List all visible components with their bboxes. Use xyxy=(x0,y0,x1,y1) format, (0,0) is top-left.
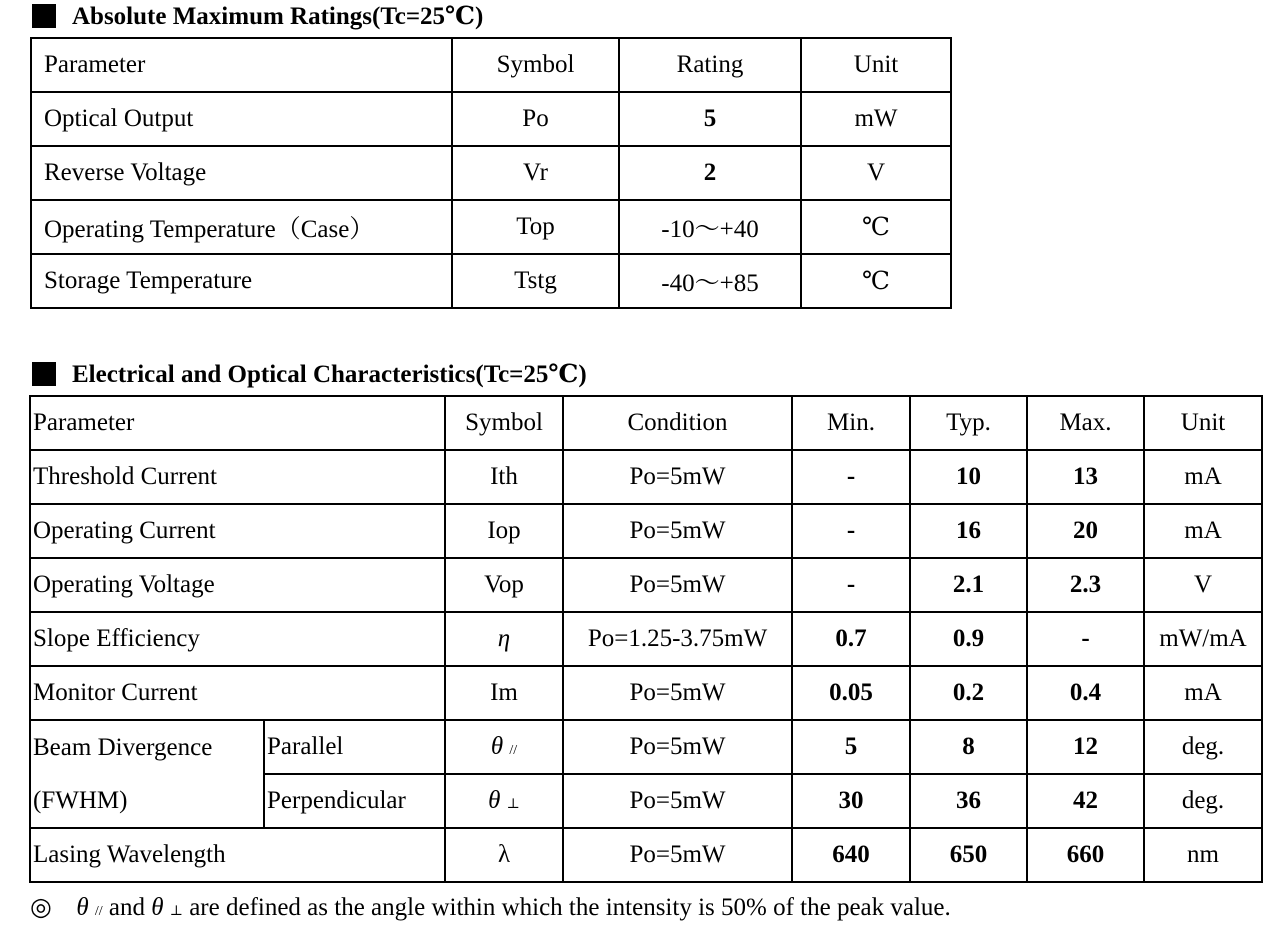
cell-typ: 8 xyxy=(910,720,1027,774)
cell-min: 5 xyxy=(792,720,910,774)
cell-parameter: Slope Efficiency xyxy=(30,612,445,666)
cell-max: 12 xyxy=(1027,720,1144,774)
cell-min: 640 xyxy=(792,828,910,882)
header-symbol: Symbol xyxy=(452,38,619,92)
cell-min: - xyxy=(792,504,910,558)
cell-min: - xyxy=(792,558,910,612)
cell-beam-perpendicular-label: Perpendicular xyxy=(264,774,445,828)
cell-symbol: Im xyxy=(445,666,563,720)
theta-symbol: θ xyxy=(151,894,164,921)
cell-max: - xyxy=(1027,612,1144,666)
cell-parameter: Reverse Voltage xyxy=(31,146,452,200)
cell-rating: -40～+85 xyxy=(619,254,801,308)
cell-parameter: Lasing Wavelength xyxy=(30,828,445,882)
section-1-heading xyxy=(32,0,483,32)
cell-unit: mW/mA xyxy=(1144,612,1262,666)
cell-unit: deg. xyxy=(1144,720,1262,774)
black-square-icon xyxy=(32,4,56,28)
header-min: Min. xyxy=(792,396,910,450)
cell-condition: Po=5mW xyxy=(563,666,792,720)
table-row xyxy=(31,254,951,308)
absolute-maximum-ratings-table xyxy=(30,37,952,309)
cell-unit: nm xyxy=(1144,828,1262,882)
cell-typ: 16 xyxy=(910,504,1027,558)
section-1-title: Absolute Maximum Ratings(Tc=25℃) xyxy=(72,3,484,30)
table-row xyxy=(31,200,951,254)
cell-max: 20 xyxy=(1027,504,1144,558)
cell-min: - xyxy=(792,450,910,504)
header-parameter: Parameter xyxy=(31,38,452,92)
cell-max: 13 xyxy=(1027,450,1144,504)
table-row xyxy=(31,146,951,200)
perpendicular-subscript: ⊥ xyxy=(506,797,520,812)
cell-typ: 36 xyxy=(910,774,1027,828)
cell-symbol: Vop xyxy=(445,558,563,612)
cell-condition: Po=1.25-3.75mW xyxy=(563,612,792,666)
cell-rating: 5 xyxy=(619,92,801,146)
table-row xyxy=(30,450,1262,504)
cell-parameter: Operating Voltage xyxy=(30,558,445,612)
cell-parameter: Monitor Current xyxy=(30,666,445,720)
cell-symbol: η xyxy=(445,612,563,666)
header-condition: Condition xyxy=(563,396,792,450)
header-rating: Rating xyxy=(619,38,801,92)
table-row xyxy=(30,612,1262,666)
cell-max: 660 xyxy=(1027,828,1144,882)
cell-unit: ℃ xyxy=(801,200,951,254)
parallel-subscript: // xyxy=(94,904,103,919)
table-header-row xyxy=(30,396,1262,450)
header-unit: Unit xyxy=(1144,396,1262,450)
footnote xyxy=(30,892,951,922)
header-typ: Typ. xyxy=(910,396,1027,450)
cell-rating: 2 xyxy=(619,146,801,200)
cell-unit: ℃ xyxy=(801,254,951,308)
cell-condition: Po=5mW xyxy=(563,774,792,828)
cell-unit: mW xyxy=(801,92,951,146)
cell-beam-label-line2: (FWHM) xyxy=(30,774,264,828)
cell-symbol xyxy=(445,720,563,774)
cell-condition: Po=5mW xyxy=(563,450,792,504)
cell-condition: Po=5mW xyxy=(563,720,792,774)
table-row xyxy=(30,558,1262,612)
cell-max: 42 xyxy=(1027,774,1144,828)
cell-symbol: Vr xyxy=(452,146,619,200)
table-row xyxy=(30,828,1262,882)
cell-symbol xyxy=(445,774,563,828)
cell-parameter: Operating Temperature（Case） xyxy=(31,200,452,254)
cell-symbol: Tstg xyxy=(452,254,619,308)
parallel-subscript: // xyxy=(509,743,518,758)
cell-rating: -10～+40 xyxy=(619,200,801,254)
footnote-text: are defined as the angle within which the intensity is 50% of the peak value. xyxy=(189,894,951,921)
cell-parameter: Operating Current xyxy=(30,504,445,558)
cell-typ: 0.2 xyxy=(910,666,1027,720)
black-square-icon xyxy=(32,362,56,386)
cell-beam-parallel-label: Parallel xyxy=(264,720,445,774)
cell-unit: V xyxy=(1144,558,1262,612)
section-2-title: Electrical and Optical Characteristics(Tc=25℃) xyxy=(72,361,587,388)
cell-unit: mA xyxy=(1144,504,1262,558)
header-max: Max. xyxy=(1027,396,1144,450)
cell-typ: 0.9 xyxy=(910,612,1027,666)
table-row xyxy=(30,666,1262,720)
cell-symbol: λ xyxy=(445,828,563,882)
table-row xyxy=(31,92,951,146)
double-circle-icon: ◎ xyxy=(30,894,52,921)
table-header-row xyxy=(31,38,951,92)
cell-min: 30 xyxy=(792,774,910,828)
cell-condition: Po=5mW xyxy=(563,828,792,882)
cell-unit: V xyxy=(801,146,951,200)
footnote-conjunction: and xyxy=(102,894,152,921)
cell-min: 0.7 xyxy=(792,612,910,666)
electrical-optical-characteristics-table xyxy=(29,395,1263,883)
cell-symbol: Iop xyxy=(445,504,563,558)
cell-unit: mA xyxy=(1144,450,1262,504)
cell-parameter: Storage Temperature xyxy=(31,254,452,308)
cell-parameter: Optical Output xyxy=(31,92,452,146)
cell-unit: deg. xyxy=(1144,774,1262,828)
cell-unit: mA xyxy=(1144,666,1262,720)
theta-symbol: θ xyxy=(488,787,501,814)
table-row xyxy=(30,504,1262,558)
header-symbol: Symbol xyxy=(445,396,563,450)
cell-condition: Po=5mW xyxy=(563,504,792,558)
theta-symbol: θ xyxy=(490,733,504,760)
table-row-beam-parallel xyxy=(30,720,1262,774)
cell-typ: 10 xyxy=(910,450,1027,504)
cell-symbol: Ith xyxy=(445,450,563,504)
table-row-beam-perpendicular xyxy=(30,774,1262,828)
cell-typ: 650 xyxy=(910,828,1027,882)
cell-max: 2.3 xyxy=(1027,558,1144,612)
perpendicular-subscript: ⊥ xyxy=(169,904,183,919)
cell-symbol: Top xyxy=(452,200,619,254)
theta-symbol: θ xyxy=(76,894,89,921)
header-parameter: Parameter xyxy=(30,396,445,450)
cell-beam-label-line1: Beam Divergence xyxy=(30,720,264,774)
section-2-heading xyxy=(32,358,587,390)
cell-symbol: Po xyxy=(452,92,619,146)
cell-condition: Po=5mW xyxy=(563,558,792,612)
cell-min: 0.05 xyxy=(792,666,910,720)
cell-typ: 2.1 xyxy=(910,558,1027,612)
cell-max: 0.4 xyxy=(1027,666,1144,720)
header-unit: Unit xyxy=(801,38,951,92)
cell-parameter: Threshold Current xyxy=(30,450,445,504)
